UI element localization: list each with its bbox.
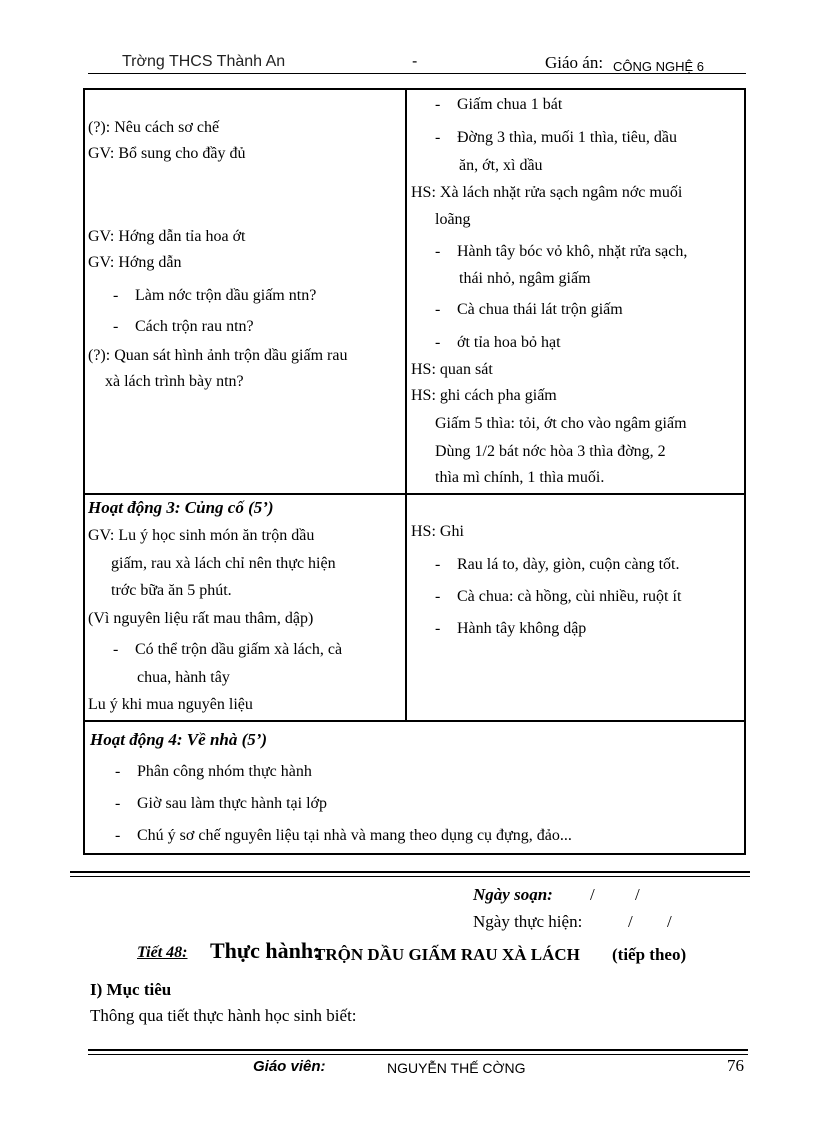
line-text: (?): Quan sát hình ảnh trộn dầu giấm rau xyxy=(88,347,348,364)
text-line xyxy=(459,156,543,176)
text-line xyxy=(459,269,591,289)
dash-bullet: - xyxy=(113,318,119,335)
bullet-line xyxy=(435,555,679,575)
dash-bullet: - xyxy=(435,243,441,260)
row2-right-cell xyxy=(406,494,745,721)
header-school: Trờng THCS Thành An xyxy=(122,53,286,70)
text-line xyxy=(435,210,471,230)
line-text: (Vì nguyên liệu rất mau thâm, dập) xyxy=(88,610,314,627)
text-line xyxy=(105,372,244,392)
footer-rule xyxy=(88,1049,748,1051)
line-text: Cà chua: cà hồng, cùi nhiều, ruột ít xyxy=(457,588,682,605)
text-line xyxy=(411,522,464,542)
bullet-line xyxy=(113,286,316,306)
bullet-line xyxy=(113,640,342,660)
text-line xyxy=(111,554,336,574)
line-text: loãng xyxy=(435,211,471,228)
footer-teacher-label: Giáo viên: xyxy=(253,1058,326,1075)
lesson-kind: Thực hành: xyxy=(210,938,321,963)
text-line xyxy=(88,144,245,164)
header-separator: - xyxy=(412,53,418,70)
line-text: GV: Bổ sung cho đầy đủ xyxy=(88,145,246,162)
line-text: giấm, rau xà lách chỉ nên thực hiện xyxy=(111,555,336,572)
footer-rule-2 xyxy=(88,1054,748,1055)
line-text: ăn, ớt, xì dầu xyxy=(459,157,543,174)
header-rule xyxy=(88,73,746,74)
bullet-line xyxy=(435,619,586,639)
text-line xyxy=(88,346,347,366)
dash-bullet: - xyxy=(435,96,441,113)
section-divider-2 xyxy=(70,876,750,877)
homework-item xyxy=(115,826,572,846)
bullet-line xyxy=(113,317,254,337)
line-text: HS: ghi cách pha giấm xyxy=(411,387,557,404)
line-text: HS: Xà lách nhặt rửa sạch ngâm nớc muối xyxy=(411,184,683,201)
line-text: GV: Hớng dẫn xyxy=(88,254,182,271)
dash-bullet: - xyxy=(435,334,441,351)
teach-date-value: / / xyxy=(628,912,672,931)
bullet-line xyxy=(435,128,677,148)
line-text: Phân công nhóm thực hành xyxy=(137,763,312,780)
bullet-line xyxy=(435,300,623,320)
row3-cell xyxy=(84,721,745,854)
line-text: Cà chua thái lát trộn giấm xyxy=(457,301,623,318)
text-line xyxy=(88,695,253,715)
text-line xyxy=(111,581,232,601)
dash-bullet: - xyxy=(435,556,441,573)
line-text: Chú ý sơ chế nguyên liệu tại nhà và mang theo dụng cụ đựng, đảo... xyxy=(137,827,572,844)
text-line xyxy=(88,526,314,546)
text-line xyxy=(88,227,245,247)
header-subject: CÔNG NGHỆ 6 xyxy=(613,59,705,74)
dash-bullet: - xyxy=(113,287,119,304)
line-text: Lu ý khi mua nguyên liệu xyxy=(88,696,253,713)
dash-bullet: - xyxy=(115,795,121,812)
section-heading: I) Mục tiêu xyxy=(90,980,172,999)
dash-bullet: - xyxy=(115,763,121,780)
footer-teacher-name: NGUYỄN THẾ CỜNG xyxy=(387,1060,526,1074)
text-line xyxy=(88,253,181,273)
section-divider xyxy=(70,871,750,873)
line-text: thìa mì chính, 1 thìa muối. xyxy=(435,469,605,486)
line-text: Có thể trộn dầu giấm xà lách, cà xyxy=(135,641,343,658)
text-line xyxy=(435,414,687,434)
line-text: HS: quan sát xyxy=(411,361,493,378)
text-line xyxy=(88,118,219,138)
text-line xyxy=(411,386,557,406)
lesson-suffix: (tiếp theo) xyxy=(612,945,687,964)
lesson-number: Tiết 48: xyxy=(137,944,188,961)
activity-3-title: Hoạt động 3: Củng cố (5’) xyxy=(88,498,274,517)
homework-item xyxy=(115,794,327,814)
line-text: chua, hành tây xyxy=(137,669,230,686)
activity-4-title: Hoạt động 4: Về nhà (5’) xyxy=(90,730,268,749)
line-text: Giờ sau làm thực hành tại lớp xyxy=(137,795,327,812)
line-text: ớt tỉa hoa bỏ hạt xyxy=(457,334,561,351)
dash-bullet: - xyxy=(113,641,119,658)
prep-date-value: / / xyxy=(590,885,640,904)
page-number: 76 xyxy=(727,1056,744,1075)
line-text: (?): Nêu cách sơ chế xyxy=(88,119,220,136)
line-text: Hành tây bóc vỏ khô, nhặt rửa sạch, xyxy=(457,243,688,260)
lesson-table xyxy=(83,88,746,855)
bullet-line xyxy=(435,587,681,607)
line-text: trớc bữa ăn 5 phút. xyxy=(111,582,232,599)
header-plan-label: Giáo án: xyxy=(545,53,604,72)
text-line xyxy=(137,668,230,688)
text-line xyxy=(411,360,493,380)
dash-bullet: - xyxy=(435,620,441,637)
text-line xyxy=(88,609,313,629)
bullet-line xyxy=(435,242,687,262)
lesson-title: TRỘN DẦU GIẤM RAU XÀ LÁCH xyxy=(314,945,580,964)
line-text: Hành tây không dập xyxy=(457,620,587,637)
dash-bullet: - xyxy=(435,301,441,318)
line-text: Rau lá to, dày, giòn, cuộn càng tốt. xyxy=(457,556,680,573)
row1-right-cell xyxy=(406,89,745,494)
teach-date-label: Ngày thực hiện: xyxy=(473,912,583,931)
line-text: Dùng 1/2 bát nớc hòa 3 thìa đờng, 2 xyxy=(435,443,666,460)
line-text: GV: Hớng dẫn tỉa hoa ớt xyxy=(88,228,246,245)
prep-date-label: Ngày soạn: xyxy=(473,885,553,904)
text-line xyxy=(411,183,682,203)
dash-bullet: - xyxy=(435,588,441,605)
bullet-line xyxy=(435,333,561,353)
line-text: Giấm 5 thìa: tỏi, ớt cho vào ngâm giấm xyxy=(435,415,687,432)
dash-bullet: - xyxy=(115,827,121,844)
text-line xyxy=(435,442,666,462)
row1-left-cell xyxy=(84,89,406,494)
dash-bullet: - xyxy=(435,129,441,146)
line-text: xà lách trình bày ntn? xyxy=(105,373,244,390)
text-line xyxy=(435,468,604,488)
line-text: HS: Ghi xyxy=(411,523,464,540)
line-text: Giấm chua 1 bát xyxy=(457,96,563,113)
row2-left-cell xyxy=(84,494,406,721)
line-text: thái nhỏ, ngâm giấm xyxy=(459,270,591,287)
homework-item xyxy=(115,762,312,782)
line-text: Đờng 3 thìa, muối 1 thìa, tiêu, dầu xyxy=(457,129,677,146)
line-text: Cách trộn rau ntn? xyxy=(135,318,254,335)
line-text: GV: Lu ý học sinh món ăn trộn dầu xyxy=(88,527,315,544)
bullet-line xyxy=(435,95,562,115)
section-intro: Thông qua tiết thực hành học sinh biết: xyxy=(90,1006,357,1025)
line-text: Làm nớc trộn dầu giấm ntn? xyxy=(135,287,317,304)
